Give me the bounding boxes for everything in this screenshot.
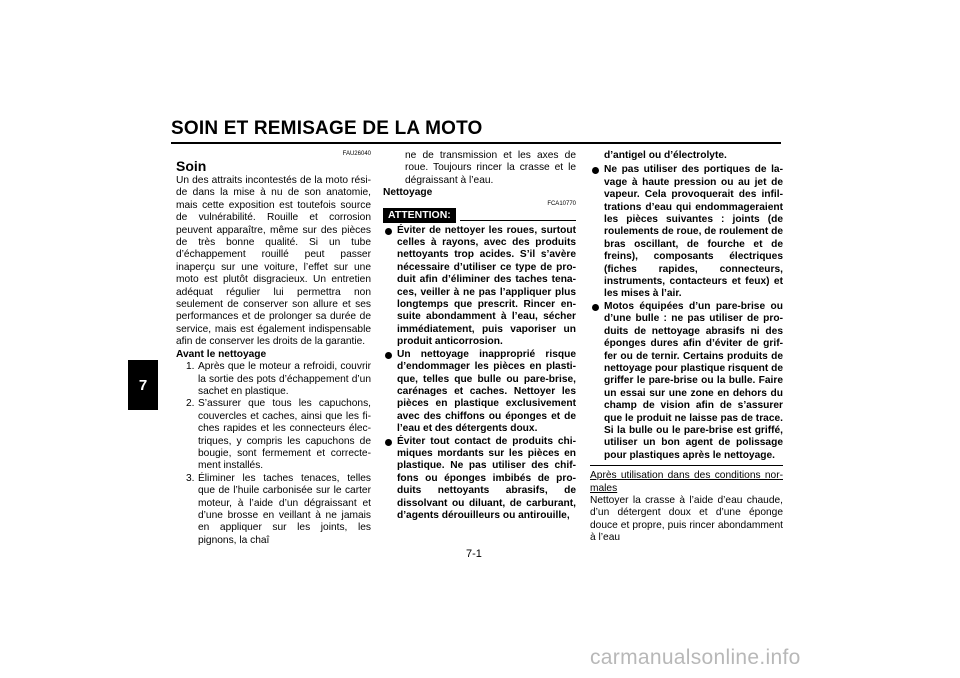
bullet-text: Éviter de nettoyer les roues, surtout celles à rayons, avec des produits nettoyants trop acides. S’il s’avère nécessaire d’utiliser ce type de produit afin d’éliminer des taches tenaces, veiller à ne pas l’appliquer plus longtemps que prescrit. Rincer ensuite abondamment à l’eau, sécher immédiatement, puis vaporiser un produit anticorrosion. <box>397 224 576 348</box>
before-cleaning-steps <box>176 361 371 547</box>
reference-code: FAU26040 <box>342 151 371 157</box>
bullet-text: Motos équipées d’un pare-brise ou d’une bulle : ne pas utiliser de produits de nettoyage abrasifs ni des éponges dures afin d’éviter de griffer ou de ternir. Certains produits de nettoyage pour plastique risquent de griffer le pare-brise ou la bulle. Faire un essai sur une zone en dehors du champ de vision afin de s’assurer que le produit ne laisse pas de trace. Si la bulle ou le pare-brise est griffé, utiliser un bon agent de polissage pour plastiques après le nettoyage. <box>604 300 783 461</box>
reference-code: FCA10770 <box>547 200 576 207</box>
attention-badge: ATTENTION: <box>383 208 456 223</box>
attention-end-rule <box>590 465 783 466</box>
bullet-item <box>383 436 576 523</box>
chapter-title: SOIN ET REMISAGE DE LA MOTO <box>171 118 483 139</box>
before-cleaning-heading: Avant le nettoyage <box>176 348 267 360</box>
page-number: 7-1 <box>466 548 482 560</box>
bullet-text: Ne pas utiliser des portiques de lavage à haute pression ou au jet de vapeur. Cela provoquerait des infiltrations d’eau qui endommageraient les pièces suivantes : joints (de roulements de roue, de roulement de bras oscillant, de fourche et de freins), composants électriques (fiches rapides, connecteurs, instruments, contacteurs et feux) et les mises à l’air. <box>604 164 783 300</box>
column-1 <box>176 150 371 547</box>
bullet-text: Éviter tout contact de produits chimiques mordants sur les pièces en plastique. Ne pas utiliser des chiffons ou éponges imbibés de produits nettoyants abrasifs, de dissolvant ou diluant, de carburant, d’agents dérouilleurs ou antirouille, <box>397 435 576 521</box>
step-number: 1. <box>186 361 195 373</box>
bullet-icon <box>385 439 392 446</box>
normal-conditions-text: Nettoyer la crasse à l’aide d’eau chaude, d’un détergent doux et d’une éponge douce et propre, puis rincer abondamment à l’eau <box>590 494 783 544</box>
bullet-item <box>383 349 576 436</box>
title-rule <box>171 142 781 144</box>
step-item <box>176 361 371 398</box>
bullet-text: Un nettoyage inapproprié risque d’endommager les pièces en plastique, telles que bulle ou pare-brise, carénages et caches. Nettoyer les pièces en plastique exclusivement avec des chiffons ou éponges et de l’eau et des détergents doux. <box>397 348 576 435</box>
chapter-tab[interactable]: 7 <box>128 360 158 410</box>
step-item <box>176 473 371 547</box>
column-3 <box>590 150 783 545</box>
bullet-continued: d’antigel ou d’électrolyte. <box>604 150 727 161</box>
intro-paragraph: Un des attraits incontestés de la moto réside dans la mise à nu de son anatomie, mais cette exposition est toutefois source de vulnérabilité. Rouille et corrosion peuvent apparaître, même sur des pièces de très bonne qualité. Si un tube d’échappement rouillé peut passer inaperçu sur une voiture, l’effet sur une moto est plutôt disgracieux. Un entretien adéquat régulier lui permettra non seulement de conserver son allure et ses performances et de prolonger sa durée de service, mais est également indispensable afin de conserver les droits de la garantie. <box>176 175 371 348</box>
step-item <box>176 398 371 472</box>
watermark: carmanualsonline.info <box>590 646 801 669</box>
bullet-item <box>590 301 783 462</box>
step-3-continued: ne de transmission et les axes de roue. Toujours rincer la crasse et le dégraissant à l’eau. <box>405 150 576 186</box>
bullet-item <box>590 164 783 300</box>
bullet-item <box>383 225 576 349</box>
normal-conditions-heading: Après utilisation dans des conditions normales <box>590 470 783 494</box>
step-text: Éliminer les taches tenaces, telles que de l’huile carbonisée sur le carter moteur, à l’aide d’un dégraissant et d’une brosse en veillant à ne jamais en appliquer sur les joints, les pignons, la chaî <box>198 472 371 546</box>
step-number: 2. <box>186 398 195 410</box>
step-number: 3. <box>186 472 195 484</box>
bullet-icon <box>592 167 599 174</box>
attention-header <box>383 208 576 223</box>
step-text: Après que le moteur a refroidi, couvrir la sortie des pots d’échappement d’un sachet en plastique. <box>198 361 371 397</box>
attention-bullets <box>383 225 576 523</box>
section-title-soin: Soin <box>176 158 207 174</box>
column-2 <box>383 150 576 522</box>
step-text: S’assurer que tous les capuchons, couvercles et caches, ainsi que les fiches rapides et les connecteurs électriques, y compris les capuchons de bougie, sont fermement et correctement installés. <box>198 398 371 472</box>
bullet-icon <box>385 352 392 359</box>
attention-rule <box>460 220 576 221</box>
bullet-icon <box>592 304 599 311</box>
attention-bullets-continued <box>590 164 783 462</box>
cleaning-heading: Nettoyage <box>383 187 433 199</box>
bullet-icon <box>385 228 392 235</box>
